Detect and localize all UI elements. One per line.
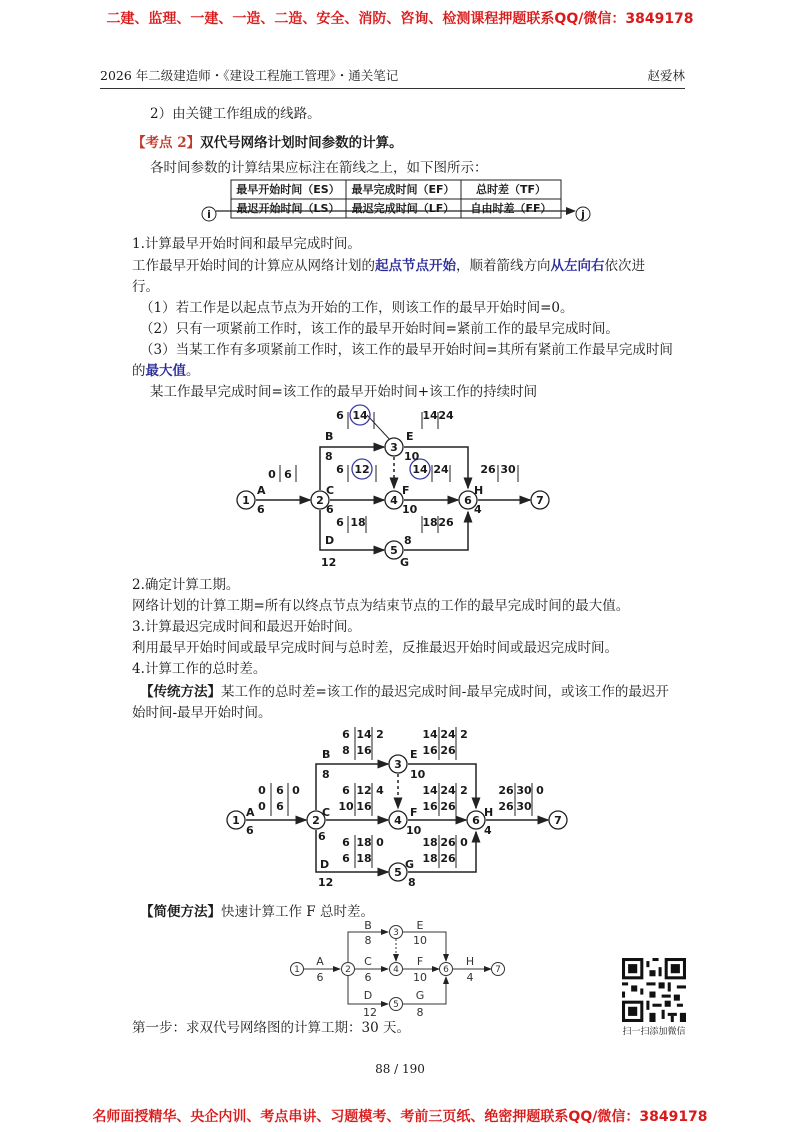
d3-node-1-label: 1	[294, 965, 300, 975]
d2-param-D-0: 6	[342, 836, 350, 849]
d3-dur-A: 6	[316, 971, 324, 984]
highlight-start-node: 起点节点开始	[375, 258, 456, 274]
d3-act-F: F	[416, 955, 424, 968]
para-latest: 利用最早开始时间或最早完成时间与总时差，反推最迟开始时间或最迟完成时间。	[132, 640, 618, 656]
wechat-qr-code-icon	[622, 958, 686, 1022]
d2-param-F-2: 2	[460, 784, 468, 797]
traditional-method	[140, 682, 669, 702]
header-title: 2026 年二级建造师・《建设工程施工管理》・通关笔记	[100, 68, 399, 83]
d1-dur-F: 10	[402, 503, 418, 516]
legend-arrow-head	[566, 207, 576, 215]
d2-param-D-2: 0	[376, 836, 384, 849]
bottom-ad-banner: 名师面授精华、央企内训、考点串讲、习题模考、考前三页纸、绝密押题联系QQ/微信：3849178	[92, 1109, 708, 1125]
simple-text: 快速计算工作 F 总时差。	[221, 904, 374, 920]
d3-node-2-label: 2	[345, 965, 351, 975]
d1-act-H: H	[474, 484, 484, 497]
d2-param-F-0: 14	[422, 784, 438, 797]
d1-dur-B: 8	[325, 450, 333, 463]
d1-node-7-label: 7	[536, 494, 544, 507]
rule-2: （2）只有一项紧前工作时，该工作的最早开始时间=紧前工作的最早完成时间。	[140, 321, 619, 337]
top-ad-banner: 二建、监理、一建、一造、二造、安全、消防、咨询、检测课程押题联系QQ/微信：3849178	[106, 11, 694, 27]
d2-param-E-4: 26	[440, 744, 456, 757]
d3-act-D: D	[363, 989, 373, 1002]
d1-es-C: 6	[336, 463, 344, 476]
d2-param-H-3: 26	[498, 800, 514, 813]
d1-es-F: 14	[412, 463, 428, 476]
d2-param-E-1: 24	[440, 728, 456, 741]
d2-param-E-0: 14	[422, 728, 438, 741]
d1-node-3-label: 3	[390, 441, 398, 454]
d3-act-E: E	[416, 920, 424, 932]
d3-dur-D: 12	[363, 1006, 377, 1019]
section-2-title: 2.确定计算工期。	[132, 577, 240, 593]
d1-act-A: A	[257, 484, 266, 497]
d2-param-A-1: 6	[276, 784, 284, 797]
d2-dur-E: 10	[410, 768, 426, 781]
d1-ef-G: 26	[438, 516, 454, 529]
d3-dur-H: 4	[466, 971, 474, 984]
d2-node-2-label: 2	[312, 814, 320, 827]
d3-dur-C: 6	[364, 971, 372, 984]
d1-es-A: 0	[268, 468, 276, 481]
d1-ef-B: 14	[352, 409, 368, 422]
kaodian-tag: 【考点 2】	[132, 135, 201, 151]
d3-node-4-label: 4	[393, 965, 399, 975]
d2-param-C-0: 6	[342, 784, 350, 797]
d1-dur-D: 12	[321, 556, 337, 569]
d1-es-G: 18	[422, 516, 438, 529]
d2-param-G-1: 26	[440, 836, 456, 849]
d1-ef-C: 12	[354, 463, 370, 476]
d2-node-5-label: 5	[394, 866, 402, 879]
line-key-path: 2）由关键工作组成的线路。	[150, 106, 321, 122]
d1-node-5-label: 5	[390, 544, 398, 557]
d1-ef-H: 30	[500, 463, 516, 476]
legend-intro: 各时间参数的计算结果应标注在箭线之上，如下图所示：	[150, 160, 488, 176]
d1-act-B: B	[325, 430, 334, 443]
legend-ls: 最迟开始时间（LS）	[236, 202, 340, 215]
d2-act-F: F	[410, 806, 418, 819]
para-es-rule-c: ，顺着箭线方向	[456, 258, 551, 274]
d1-node-2-label: 2	[316, 494, 324, 507]
d2-dur-C: 6	[318, 830, 326, 843]
d2-param-ticks	[271, 727, 532, 868]
kaodian-title: 双代号网络计划时间参数的计算。	[200, 135, 403, 151]
legend-es: 最早开始时间（ES）	[236, 183, 340, 196]
simple-method	[140, 902, 374, 922]
d3-act-A: A	[316, 955, 324, 968]
d2-param-G-3: 18	[422, 852, 438, 865]
d1-node-1-label: 1	[242, 494, 250, 507]
d2-param-B-1: 14	[356, 728, 372, 741]
d2-param-A-2: 0	[292, 784, 300, 797]
d2-param-H-2: 0	[536, 784, 544, 797]
d2-node-4-label: 4	[394, 814, 402, 827]
legend-ef: 最早完成时间（EF）	[351, 183, 455, 196]
d2-param-B-3: 8	[342, 744, 350, 757]
network-diagram-six-params	[222, 722, 582, 890]
d1-ef-D: 18	[350, 516, 366, 529]
d1-dur-A: 6	[257, 503, 265, 516]
rule-3-cont	[132, 361, 200, 381]
d1-dur-C: 6	[326, 503, 334, 516]
legend-node-i-label: i	[207, 208, 211, 221]
d3-act-H: H	[465, 955, 475, 968]
d1-es-H: 26	[480, 463, 496, 476]
d2-dur-H: 4	[484, 824, 492, 837]
d2-param-A-3: 0	[258, 800, 266, 813]
legend-lf: 最迟完成时间（LF）	[351, 202, 455, 215]
d2-param-D-1: 18	[356, 836, 372, 849]
rule-3: （3）当某工作有多项紧前工作时，该工作的最早开始时间=其所有紧前工作最早完成时间	[140, 342, 673, 358]
d2-node-6-label: 6	[472, 814, 480, 827]
d2-param-F-1: 24	[440, 784, 456, 797]
d3-act-B: B	[364, 920, 372, 932]
d2-param-E-3: 16	[422, 744, 438, 757]
d2-act-B: B	[322, 748, 331, 761]
d3-dur-F: 10	[413, 971, 427, 984]
d2-param-H-1: 30	[516, 784, 532, 797]
highlight-left-to-right: 从左向右	[550, 258, 605, 274]
d1-act-G: G	[400, 556, 410, 569]
d2-node-3-label: 3	[394, 758, 402, 771]
legend-ff: 自由时差（FF）	[470, 202, 552, 215]
d1-es-E: 14	[422, 409, 438, 422]
d2-param-H-0: 26	[498, 784, 514, 797]
d1-ef-E: 24	[438, 409, 454, 422]
ef-formula: 某工作最早完成时间=该工作的最早开始时间+该工作的持续时间	[150, 384, 538, 400]
d2-dur-D: 12	[318, 876, 334, 889]
d1-act-C: C	[326, 484, 335, 497]
rule-3-cont-a: 的	[132, 363, 146, 379]
d2-act-C: C	[322, 806, 331, 819]
d2-dur-G: 8	[408, 876, 416, 889]
d2-param-F-3: 16	[422, 800, 438, 813]
d2-param-A-0: 0	[258, 784, 266, 797]
qr-caption: 扫一扫添加微信	[622, 1027, 686, 1037]
d2-param-D-3: 6	[342, 852, 350, 865]
d1-ef-F: 24	[433, 463, 449, 476]
d2-act-A: A	[246, 806, 255, 819]
d2-param-B-0: 6	[342, 728, 350, 741]
d2-act-G: G	[405, 858, 415, 871]
d2-param-G-4: 26	[440, 852, 456, 865]
d1-act-F: F	[402, 484, 410, 497]
legend-node-j-label: j	[581, 208, 585, 221]
para-es-rule-e: 依次进	[604, 258, 645, 274]
para-es-rule-a: 工作最早开始时间的计算应从网络计划的	[132, 258, 375, 274]
rule-1: （1）若工作是以起点节点为开始的工作，则该工作的最早开始时间=0。	[140, 300, 574, 316]
d2-param-labels	[258, 728, 544, 865]
section-3-title: 3.计算最迟完成时间和最迟开始时间。	[132, 619, 361, 635]
d2-act-D: D	[320, 858, 330, 871]
step-1: 第一步：求双代号网络图的计算工期：30 天。	[132, 1020, 410, 1036]
d3-node-6-label: 6	[443, 965, 449, 975]
traditional-tag: 【传统方法】	[140, 684, 221, 700]
page-header	[100, 66, 685, 89]
traditional-text: 某工作的总时差=该工作的最迟完成时间-最早完成时间，或该工作的最迟开	[221, 684, 669, 700]
legend-tf: 总时差（TF）	[475, 183, 547, 196]
d3-node-3-label: 3	[393, 928, 399, 938]
para-es-rule	[132, 256, 645, 276]
para-es-rule-cont: 行。	[132, 279, 159, 295]
param-legend-diagram	[196, 178, 596, 226]
d1-dur-E: 10	[404, 450, 420, 463]
d1-act-D: D	[325, 534, 335, 547]
d1-dur-H: 4	[474, 503, 482, 516]
d3-act-G: G	[415, 989, 425, 1002]
d2-param-C-2: 4	[376, 784, 384, 797]
d2-param-F-4: 26	[440, 800, 456, 813]
d2-param-C-3: 10	[338, 800, 354, 813]
d3-dur-G: 8	[416, 1006, 424, 1019]
d2-act-E: E	[410, 748, 418, 761]
d1-act-E: E	[406, 430, 414, 443]
d3-node-7-label: 7	[495, 965, 501, 975]
d2-dur-B: 8	[322, 768, 330, 781]
d2-act-H: H	[484, 806, 494, 819]
d1-node-4-label: 4	[390, 494, 398, 507]
d1-ef-A: 6	[284, 468, 292, 481]
page-number: 88 / 190	[375, 1062, 425, 1076]
d2-dur-F: 10	[406, 824, 422, 837]
kaodian-heading	[132, 133, 403, 153]
d2-param-G-0: 18	[422, 836, 438, 849]
d1-es-D: 6	[336, 516, 344, 529]
section-1-title: 1.计算最早开始时间和最早完成时间。	[132, 236, 361, 252]
d2-param-C-4: 16	[356, 800, 372, 813]
d3-node-5-label: 5	[393, 1000, 399, 1010]
d3-dur-B: 8	[364, 934, 372, 947]
header-author: 赵爱林	[647, 68, 685, 83]
d2-param-C-1: 12	[356, 784, 372, 797]
d2-node-7-label: 7	[554, 814, 562, 827]
section-4-title: 4.计算工作的总时差。	[132, 661, 267, 677]
d2-param-B-4: 16	[356, 744, 372, 757]
d2-param-B-2: 2	[376, 728, 384, 741]
network-diagram-simple	[284, 920, 524, 1024]
traditional-text-cont: 始时间-最早开始时间。	[132, 705, 272, 721]
para-period: 网络计划的计算工期=所有以终点节点为结束节点的工作的最早完成时间的最大值。	[132, 598, 630, 614]
simple-tag: 【简便方法】	[140, 904, 221, 920]
d2-param-G-2: 0	[460, 836, 468, 849]
rule-3-cont-d: 。	[186, 363, 200, 379]
d2-param-A-4: 6	[276, 800, 284, 813]
d1-pointer-line	[367, 415, 392, 442]
d2-param-D-4: 18	[356, 852, 372, 865]
d2-param-H-4: 30	[516, 800, 532, 813]
d1-es-B: 6	[336, 409, 344, 422]
network-diagram-earliest	[224, 400, 564, 572]
highlight-max-value: 最大值	[145, 363, 186, 379]
d2-param-E-2: 2	[460, 728, 468, 741]
d3-dur-E: 10	[413, 934, 427, 947]
d2-node-1-label: 1	[232, 814, 240, 827]
d3-act-C: C	[364, 955, 372, 968]
d2-dur-A: 6	[246, 824, 254, 837]
d1-dur-G: 8	[404, 534, 412, 547]
d1-node-6-label: 6	[464, 494, 472, 507]
